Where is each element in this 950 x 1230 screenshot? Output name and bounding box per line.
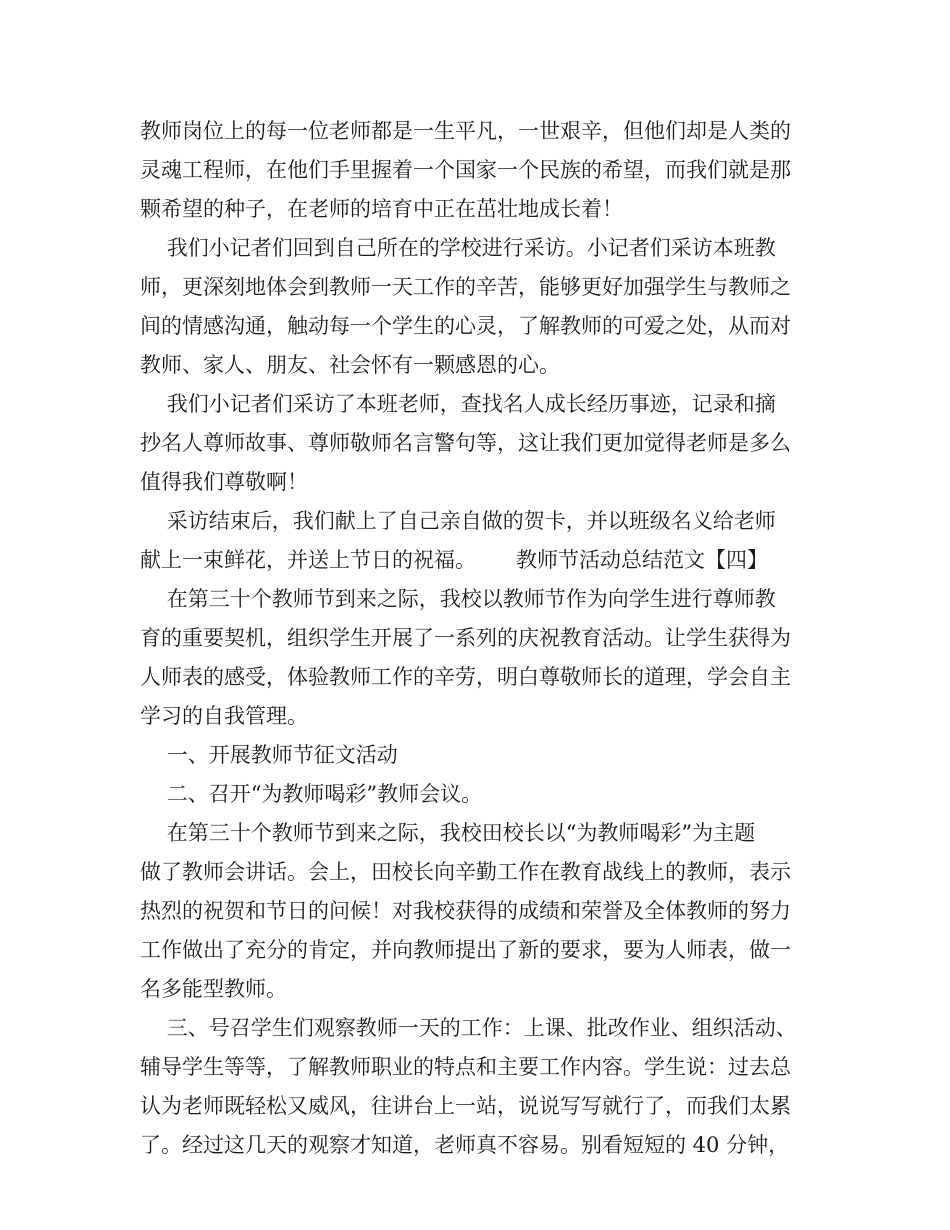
text-line: 一、开展教师节征文活动 — [140, 743, 398, 767]
text-line: 在第三十个教师节到来之际，我校以教师节作为向学生进行尊师教 — [140, 587, 776, 611]
text-line: 了。经过这几天的观察才知道，老师真不容易。别看短短的 40 分钟， — [140, 1133, 790, 1157]
text-line: 教师岗位上的每一位老师都是一生平凡，一世艰辛，但他们却是人类的 — [140, 119, 791, 143]
text-line: 在第三十个教师节到来之际，我校田校长以“为教师喝彩”为主题 — [140, 821, 756, 845]
text-line: 三、号召学生们观察教师一天的工作：上课、批改作业、组织活动、 — [140, 1016, 797, 1040]
text-line: 二、召开“为教师喝彩”教师会议。 — [140, 782, 483, 806]
text-line: 育的重要契机，组织学生开展了一系列的庆祝教育活动。让学生获得为 — [140, 626, 791, 650]
text-line: 采访结束后，我们献上了自己亲自做的贺卡，并以班级名义给老师 — [140, 509, 776, 533]
text-line: 辅导学生等等，了解教师职业的特点和主要工作内容。学生说：过去总 — [140, 1055, 791, 1079]
text-line: 值得我们尊敬啊！ — [140, 470, 308, 494]
body-text — [140, 112, 830, 1165]
text-line: 学习的自我管理。 — [140, 704, 308, 728]
text-line: 抄名人尊师故事、尊师敬师名言警句等，这让我们更加觉得老师是多么 — [140, 431, 791, 455]
text-line: 名多能型教师。 — [140, 977, 287, 1001]
text-line: 灵魂工程师，在他们手里握着一个国家一个民族的希望，而我们就是那 — [140, 158, 791, 182]
text-line: 我们小记者们采访了本班老师，查找名人成长经历事迹，记录和摘 — [140, 392, 776, 416]
text-line: 热烈的祝贺和节日的问候！对我校获得的成绩和荣誉及全体教师的努力 — [140, 899, 791, 923]
text-line: 教师、家人、朋友、社会怀有一颗感恩的心。 — [140, 353, 560, 377]
text-line: 献上一束鲜花，并送上节日的祝福。 教师节活动总结范文【四】 — [140, 548, 769, 572]
text-line: 认为老师既轻松又威风，往讲台上一站，说说写写就行了，而我们太累 — [140, 1094, 791, 1118]
text-line: 工作做出了充分的肯定，并向教师提出了新的要求，要为人师表，做一 — [140, 938, 791, 962]
text-line: 做了教师会讲话。会上，田校长向辛勤工作在教育战线上的教师，表示 — [140, 860, 791, 884]
text-line: 师，更深刻地体会到教师一天工作的辛苦，能够更好加强学生与教师之 — [140, 275, 791, 299]
text-line: 间的情感沟通，触动每一个学生的心灵，了解教师的可爱之处，从而对 — [140, 314, 791, 338]
text-line: 颗希望的种子，在老师的培育中正在茁壮地成长着！ — [140, 197, 623, 221]
text-line: 人师表的感受，体验教师工作的辛劳，明白尊敬师长的道理，学会自主 — [140, 665, 791, 689]
text-line: 我们小记者们回到自己所在的学校进行采访。小记者们采访本班教 — [140, 236, 776, 260]
